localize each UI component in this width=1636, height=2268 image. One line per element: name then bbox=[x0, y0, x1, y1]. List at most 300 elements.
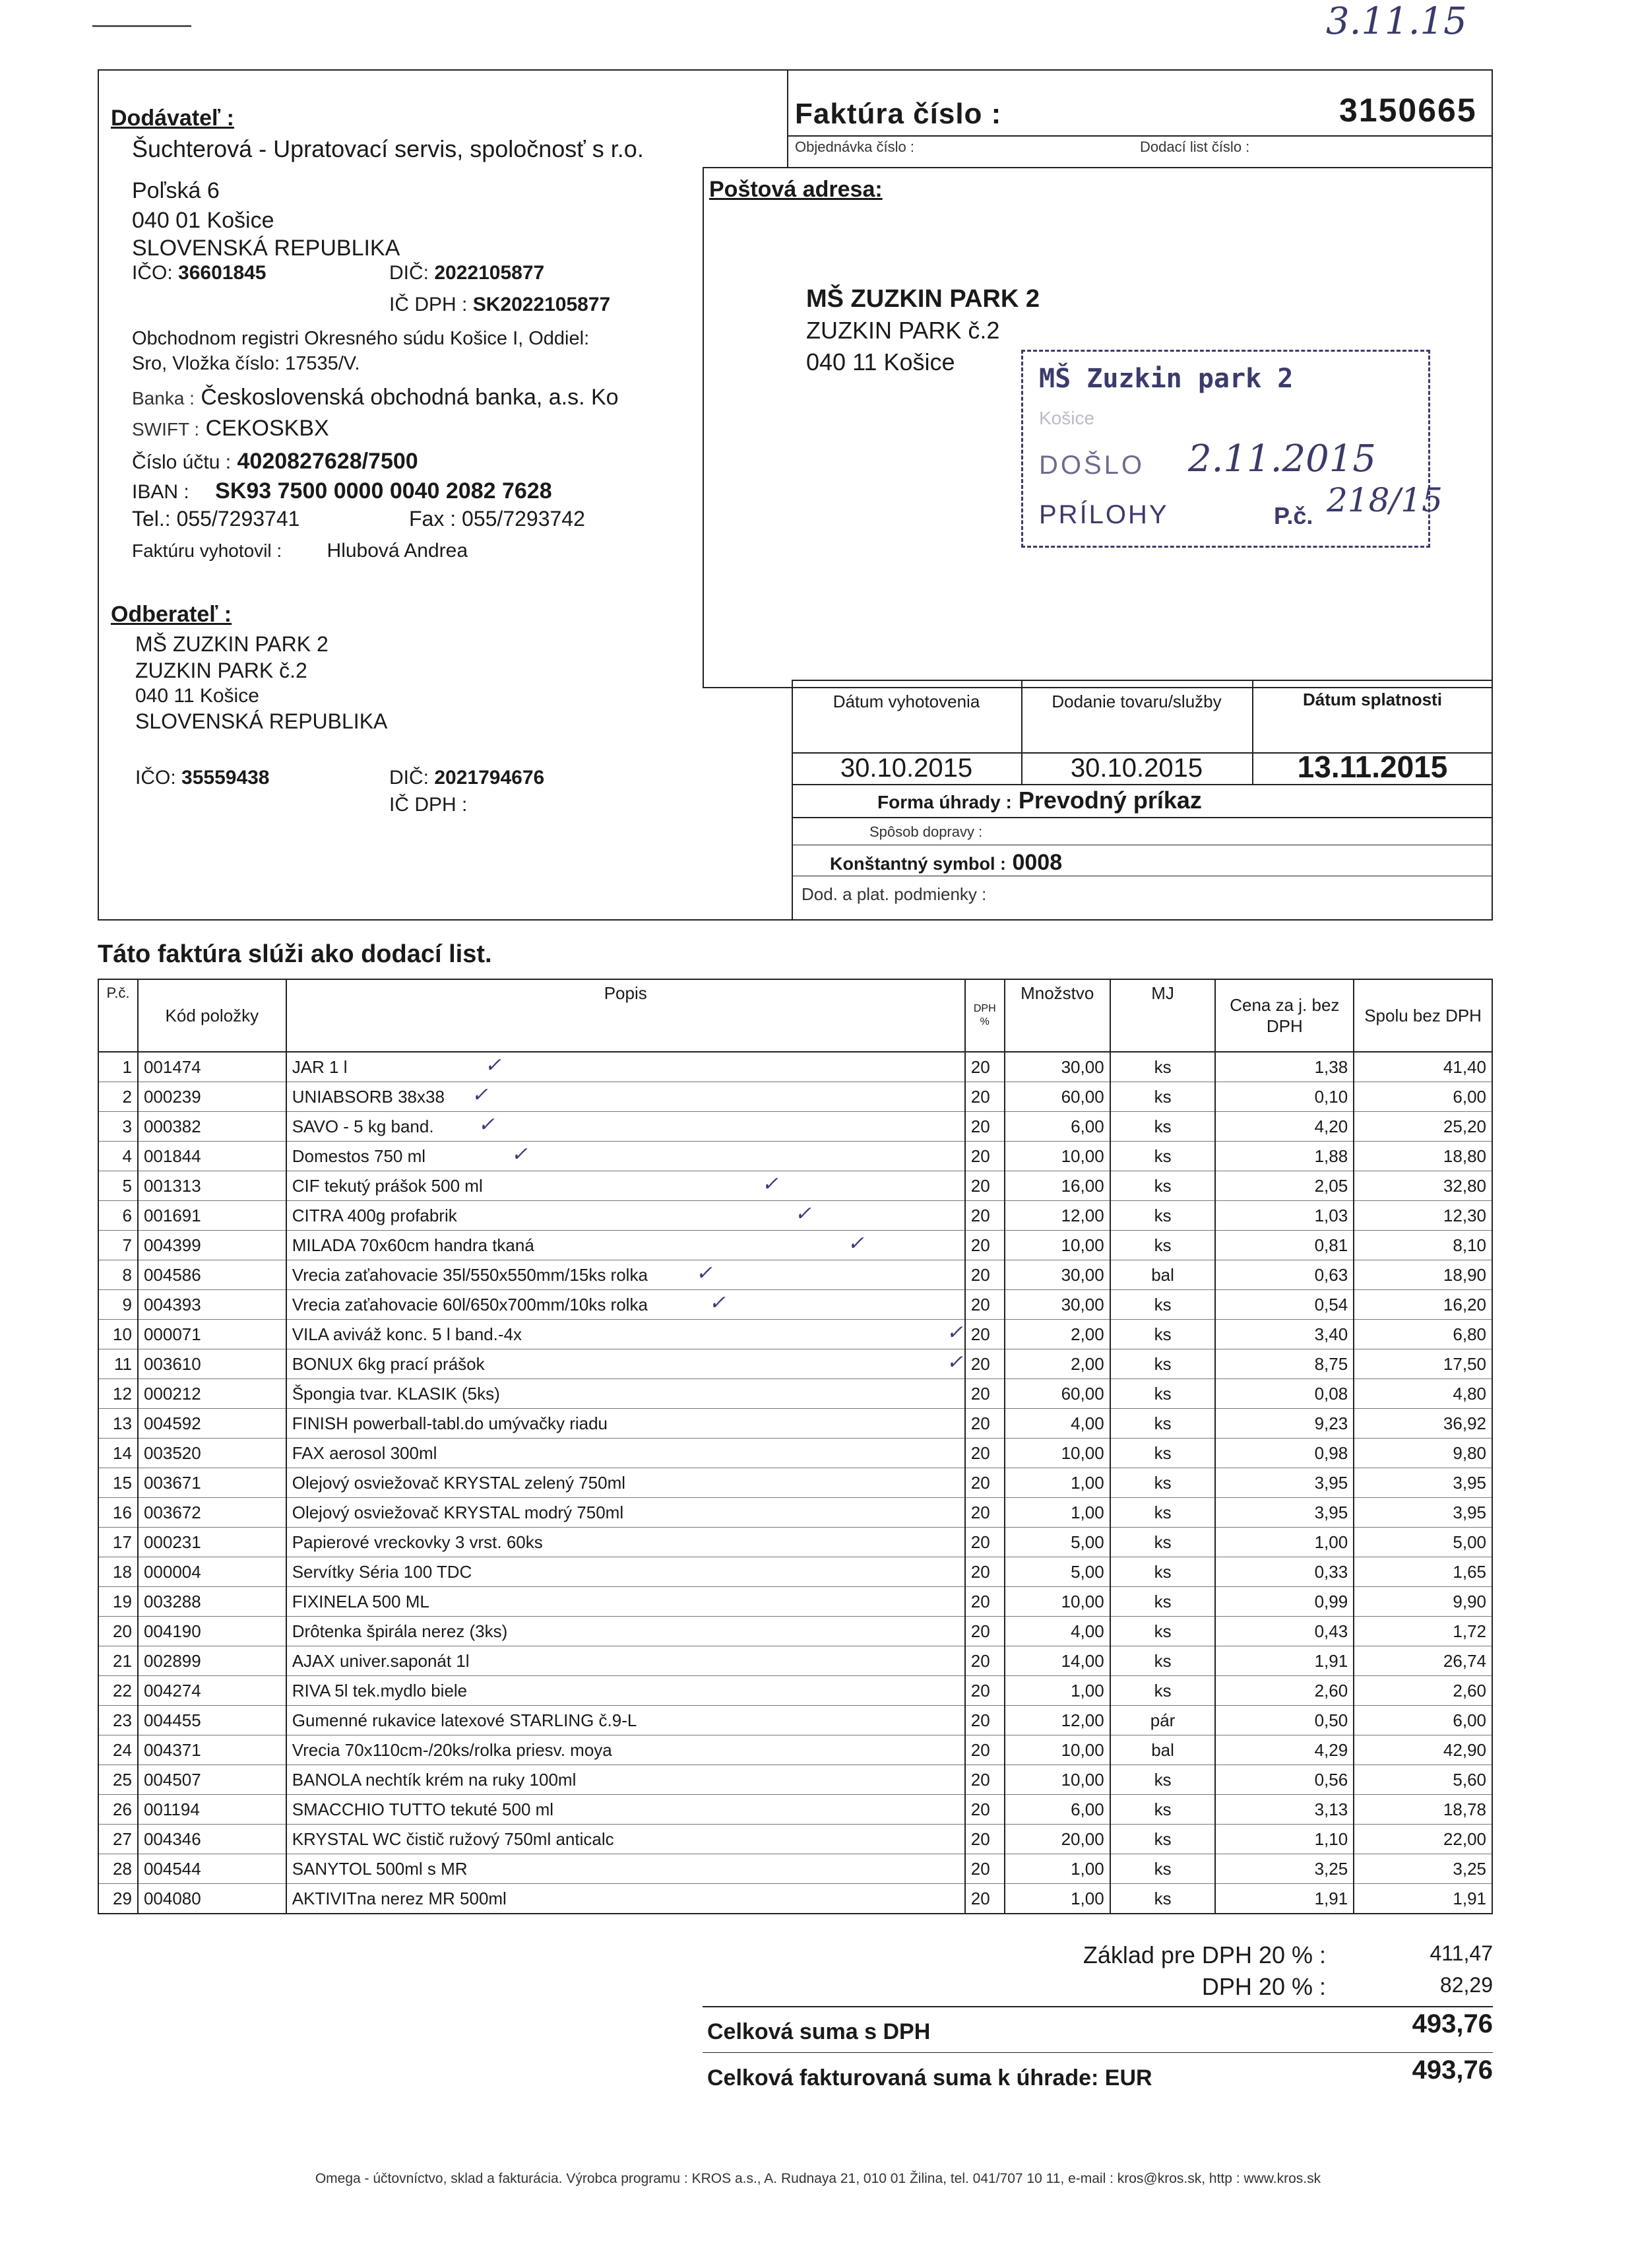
supplier-ico-label: IČO: bbox=[132, 262, 173, 284]
date-issued: 30.10.2015 bbox=[840, 754, 973, 783]
item-vat: 20 bbox=[965, 1825, 1005, 1854]
item-line-total: 18,78 bbox=[1354, 1795, 1492, 1825]
date-due: 13.11.2015 bbox=[1297, 750, 1448, 784]
item-number: 23 bbox=[98, 1706, 138, 1735]
item-unit-price: 1,88 bbox=[1215, 1142, 1354, 1171]
item-description: Servítky Séria 100 TDC bbox=[286, 1557, 965, 1587]
item-number: 15 bbox=[98, 1468, 138, 1498]
item-quantity: 10,00 bbox=[1005, 1765, 1110, 1795]
item-number: 19 bbox=[98, 1587, 138, 1617]
handwritten-date-note: 3.11.15 bbox=[1326, 0, 1467, 43]
totals-line-1 bbox=[703, 2006, 1493, 2007]
item-unit: ks bbox=[1110, 1320, 1216, 1349]
item-unit: ks bbox=[1110, 1112, 1216, 1142]
item-line-total: 5,60 bbox=[1354, 1765, 1492, 1795]
item-vat: 20 bbox=[965, 1706, 1005, 1735]
item-description: Papierové vreckovky 3 vrst. 60ks bbox=[286, 1528, 965, 1557]
stamp-line2: Košice bbox=[1039, 408, 1095, 428]
customer-icdph: IČ DPH : bbox=[389, 794, 468, 816]
item-number: 2 bbox=[98, 1082, 138, 1112]
date-issued-label: Dátum vyhotovenia bbox=[833, 692, 980, 711]
customer-name: MŠ ZUZKIN PARK 2 bbox=[135, 632, 329, 656]
item-unit-price: 3,25 bbox=[1215, 1854, 1354, 1884]
table-row bbox=[98, 1260, 1492, 1290]
supplier-bank bbox=[132, 385, 619, 410]
check-mark-icon: ✓ bbox=[761, 1173, 778, 1196]
supplier-tel-label: Tel.: bbox=[132, 507, 171, 531]
check-mark-icon: ✓ bbox=[471, 1084, 488, 1107]
item-number: 7 bbox=[98, 1231, 138, 1260]
vat-base-label: Základ pre DPH 20 % : bbox=[1083, 1941, 1326, 1968]
postal-city: 040 11 Košice bbox=[806, 348, 955, 375]
item-vat: 20 bbox=[965, 1617, 1005, 1646]
item-description: KRYSTAL WC čistič ružový 750ml anticalc bbox=[286, 1825, 965, 1854]
total-with-vat-label: Celková suma s DPH bbox=[707, 2019, 931, 2044]
item-code: 004507 bbox=[138, 1765, 286, 1795]
check-mark-icon: ✓ bbox=[708, 1291, 726, 1314]
item-vat: 20 bbox=[965, 1349, 1005, 1379]
supplier-icdph-label: IČ DPH : bbox=[389, 294, 468, 315]
item-vat: 20 bbox=[965, 1884, 1005, 1914]
item-quantity: 1,00 bbox=[1005, 1468, 1110, 1498]
item-code: 004592 bbox=[138, 1409, 286, 1439]
item-quantity: 1,00 bbox=[1005, 1498, 1110, 1528]
item-vat: 20 bbox=[965, 1171, 1005, 1201]
customer-dic-value: 2021794676 bbox=[434, 767, 545, 789]
item-quantity: 10,00 bbox=[1005, 1231, 1110, 1260]
item-unit: bal bbox=[1110, 1260, 1216, 1290]
supplier-bank-label: Banka : bbox=[132, 388, 195, 408]
invoice-number: 3150665 bbox=[1339, 92, 1477, 129]
table-row bbox=[98, 1082, 1492, 1112]
items-header-row bbox=[98, 979, 1492, 1052]
item-description: Olejový osviežovač KRYSTAL modrý 750ml bbox=[286, 1498, 965, 1528]
item-quantity: 2,00 bbox=[1005, 1349, 1110, 1379]
table-row bbox=[98, 1112, 1492, 1142]
item-description: SAVO - 5 kg band. ✓ bbox=[286, 1112, 965, 1142]
supplier-tel bbox=[132, 507, 299, 531]
item-description: CITRA 400g profabrik ✓ bbox=[286, 1201, 965, 1231]
item-unit-price: 1,00 bbox=[1215, 1528, 1354, 1557]
item-code: 004080 bbox=[138, 1884, 286, 1914]
item-description: Olejový osviežovač KRYSTAL zelený 750ml bbox=[286, 1468, 965, 1498]
item-number: 16 bbox=[98, 1498, 138, 1528]
stamp-dosle-label: DOŠLO bbox=[1039, 451, 1145, 480]
item-code: 004346 bbox=[138, 1825, 286, 1854]
item-vat: 20 bbox=[965, 1260, 1005, 1290]
supplier-account bbox=[132, 449, 418, 474]
table-row bbox=[98, 1290, 1492, 1320]
item-number: 21 bbox=[98, 1646, 138, 1676]
item-description: Domestos 750 ml ✓ bbox=[286, 1142, 965, 1171]
item-line-total: 3,25 bbox=[1354, 1854, 1492, 1884]
date-due-label: Dátum splatnosti bbox=[1303, 690, 1442, 709]
table-row bbox=[98, 1379, 1492, 1409]
item-quantity: 5,00 bbox=[1005, 1528, 1110, 1557]
item-vat: 20 bbox=[965, 1231, 1005, 1260]
item-code: 004393 bbox=[138, 1290, 286, 1320]
stamp-reg-label: P.č. bbox=[1274, 502, 1313, 529]
item-unit: ks bbox=[1110, 1795, 1216, 1825]
item-number: 3 bbox=[98, 1112, 138, 1142]
item-vat: 20 bbox=[965, 1557, 1005, 1587]
item-quantity: 20,00 bbox=[1005, 1825, 1110, 1854]
item-code: 004586 bbox=[138, 1260, 286, 1290]
item-vat: 20 bbox=[965, 1320, 1005, 1349]
item-unit: ks bbox=[1110, 1052, 1216, 1082]
item-description: FAX aerosol 300ml bbox=[286, 1439, 965, 1468]
item-description: MILADA 70x60cm handra tkaná ✓ bbox=[286, 1231, 965, 1260]
item-description: AJAX univer.saponát 1l bbox=[286, 1646, 965, 1676]
item-unit: ks bbox=[1110, 1587, 1216, 1617]
supplier-bank-value: Československá obchodná banka, a.s. Ko bbox=[201, 385, 619, 410]
item-unit-price: 8,75 bbox=[1215, 1349, 1354, 1379]
item-unit-price: 1,38 bbox=[1215, 1052, 1354, 1082]
item-description: Vrecia zaťahovacie 60l/650x700mm/10ks rolka ✓ bbox=[286, 1290, 965, 1320]
item-unit: ks bbox=[1110, 1201, 1216, 1231]
postal-heading: Poštová adresa: bbox=[709, 177, 883, 202]
table-row bbox=[98, 1171, 1492, 1201]
item-number: 17 bbox=[98, 1528, 138, 1557]
supplier-iban-value: SK93 7500 0000 0040 2082 7628 bbox=[215, 478, 552, 503]
supplier-icdph bbox=[389, 294, 610, 316]
constant-symbol bbox=[830, 850, 1062, 876]
stamp-dosle-date: 2.11.2015 bbox=[1188, 437, 1377, 480]
supplier-account-label: Číslo účtu : bbox=[132, 451, 232, 473]
item-quantity: 1,00 bbox=[1005, 1854, 1110, 1884]
item-quantity: 16,00 bbox=[1005, 1171, 1110, 1201]
item-quantity: 10,00 bbox=[1005, 1439, 1110, 1468]
item-number: 9 bbox=[98, 1290, 138, 1320]
supplier-issued-by bbox=[132, 540, 468, 562]
item-code: 004190 bbox=[138, 1617, 286, 1646]
item-quantity: 4,00 bbox=[1005, 1617, 1110, 1646]
item-unit: ks bbox=[1110, 1082, 1216, 1112]
item-line-total: 25,20 bbox=[1354, 1112, 1492, 1142]
vat-label: DPH 20 % : bbox=[1201, 1973, 1326, 2000]
customer-street: ZUZKIN PARK č.2 bbox=[135, 659, 307, 682]
item-unit-price: 1,10 bbox=[1215, 1825, 1354, 1854]
table-row bbox=[98, 1884, 1492, 1914]
item-description: FIXINELA 500 ML bbox=[286, 1587, 965, 1617]
item-line-total: 6,00 bbox=[1354, 1082, 1492, 1112]
item-vat: 20 bbox=[965, 1528, 1005, 1557]
supplier-swift-value: CEKOSKBX bbox=[205, 416, 329, 441]
item-vat: 20 bbox=[965, 1082, 1005, 1112]
item-vat: 20 bbox=[965, 1142, 1005, 1171]
check-mark-icon: ✓ bbox=[946, 1351, 963, 1374]
table-row bbox=[98, 1439, 1492, 1468]
table-row bbox=[98, 1231, 1492, 1260]
item-quantity: 1,00 bbox=[1005, 1676, 1110, 1706]
invoice-title: Faktúra číslo : bbox=[795, 98, 1002, 130]
item-unit: ks bbox=[1110, 1439, 1216, 1468]
item-description: JAR 1 l ✓ bbox=[286, 1052, 965, 1082]
item-line-total: 36,92 bbox=[1354, 1409, 1492, 1439]
item-code: 000212 bbox=[138, 1379, 286, 1409]
item-quantity: 60,00 bbox=[1005, 1379, 1110, 1409]
check-mark-icon: ✓ bbox=[484, 1054, 501, 1077]
item-code: 001313 bbox=[138, 1171, 286, 1201]
item-unit-price: 2,60 bbox=[1215, 1676, 1354, 1706]
item-unit: ks bbox=[1110, 1825, 1216, 1854]
check-mark-icon: ✓ bbox=[946, 1321, 963, 1344]
constant-symbol-value: 0008 bbox=[1012, 850, 1063, 875]
item-description: Gumenné rukavice latexové STARLING č.9-L bbox=[286, 1706, 965, 1735]
item-unit: ks bbox=[1110, 1765, 1216, 1795]
item-description: Vrecia zaťahovacie 35l/550x550mm/15ks rolka ✓ bbox=[286, 1260, 965, 1290]
supplier-street: Poľská 6 bbox=[132, 178, 220, 203]
item-unit-price: 0,63 bbox=[1215, 1260, 1354, 1290]
table-row bbox=[98, 1528, 1492, 1557]
col-qty: Množstvo bbox=[1005, 979, 1110, 1052]
check-mark-icon: ✓ bbox=[511, 1143, 528, 1166]
supplier-fax-value: 055/7293742 bbox=[462, 507, 585, 531]
item-unit-price: 9,23 bbox=[1215, 1409, 1354, 1439]
item-vat: 20 bbox=[965, 1201, 1005, 1231]
check-mark-icon: ✓ bbox=[794, 1202, 811, 1225]
item-number: 10 bbox=[98, 1320, 138, 1349]
item-vat: 20 bbox=[965, 1290, 1005, 1320]
item-vat: 20 bbox=[965, 1854, 1005, 1884]
item-line-total: 32,80 bbox=[1354, 1171, 1492, 1201]
item-description: Drôtenka špirála nerez (3ks) bbox=[286, 1617, 965, 1646]
vat-value: 82,29 bbox=[1439, 1973, 1493, 1997]
supplier-registry-1: Obchodnom registri Okresného súdu Košice I, Oddiel: bbox=[132, 328, 590, 349]
item-line-total: 1,91 bbox=[1354, 1884, 1492, 1914]
col-price: Cena za j. bez DPH bbox=[1215, 979, 1354, 1052]
item-description: CIF tekutý prášok 500 ml ✓ bbox=[286, 1171, 965, 1201]
item-code: 004371 bbox=[138, 1735, 286, 1765]
item-unit-price: 0,99 bbox=[1215, 1587, 1354, 1617]
item-unit: ks bbox=[1110, 1646, 1216, 1676]
table-row bbox=[98, 1765, 1492, 1795]
item-number: 20 bbox=[98, 1617, 138, 1646]
customer-dic-label: DIČ: bbox=[389, 767, 429, 789]
supplier-account-value: 4020827628/7500 bbox=[237, 449, 418, 474]
item-quantity: 14,00 bbox=[1005, 1646, 1110, 1676]
item-quantity: 60,00 bbox=[1005, 1082, 1110, 1112]
item-quantity: 10,00 bbox=[1005, 1142, 1110, 1171]
item-unit-price: 0,50 bbox=[1215, 1706, 1354, 1735]
item-quantity: 6,00 bbox=[1005, 1112, 1110, 1142]
supplier-swift bbox=[132, 416, 329, 441]
stamp-line1: MŠ Zuzkin park 2 bbox=[1039, 364, 1294, 394]
item-unit: ks bbox=[1110, 1676, 1216, 1706]
payment-left-border bbox=[792, 785, 793, 921]
item-line-total: 5,00 bbox=[1354, 1528, 1492, 1557]
col-code: Kód položky bbox=[138, 979, 286, 1052]
supplier-ico-value: 36601845 bbox=[178, 262, 267, 284]
item-description: SMACCHIO TUTTO tekuté 500 ml bbox=[286, 1795, 965, 1825]
supplier-issued-by-label: Faktúru vyhotovil : bbox=[132, 540, 282, 561]
item-vat: 20 bbox=[965, 1498, 1005, 1528]
supplier-dic-value: 2022105877 bbox=[434, 262, 545, 284]
item-code: 003520 bbox=[138, 1439, 286, 1468]
item-line-total: 18,80 bbox=[1354, 1142, 1492, 1171]
supplier-heading: Dodávateľ : bbox=[111, 106, 234, 131]
item-vat: 20 bbox=[965, 1468, 1005, 1498]
total-with-vat-value: 493,76 bbox=[1412, 2009, 1493, 2038]
col-desc: Popis bbox=[286, 979, 965, 1052]
item-code: 001691 bbox=[138, 1201, 286, 1231]
table-row bbox=[98, 1617, 1492, 1646]
item-quantity: 5,00 bbox=[1005, 1557, 1110, 1587]
item-code: 004455 bbox=[138, 1706, 286, 1735]
postal-street: ZUZKIN PARK č.2 bbox=[806, 317, 1000, 344]
supplier-dic-label: DIČ: bbox=[389, 262, 429, 284]
item-description: RIVA 5l tek.mydlo biele bbox=[286, 1676, 965, 1706]
table-row bbox=[98, 1468, 1492, 1498]
table-row bbox=[98, 1320, 1492, 1349]
vat-base-value: 411,47 bbox=[1430, 1941, 1493, 1965]
customer-country: SLOVENSKÁ REPUBLIKA bbox=[135, 709, 388, 733]
item-quantity: 2,00 bbox=[1005, 1320, 1110, 1349]
supplier-iban bbox=[132, 478, 552, 504]
table-row bbox=[98, 1201, 1492, 1231]
payment-form bbox=[877, 787, 1202, 814]
item-line-total: 18,90 bbox=[1354, 1260, 1492, 1290]
item-line-total: 3,95 bbox=[1354, 1498, 1492, 1528]
item-quantity: 30,00 bbox=[1005, 1052, 1110, 1082]
totals-line-2 bbox=[703, 2052, 1493, 2053]
customer-heading: Odberateľ : bbox=[111, 602, 232, 627]
payment-line-1 bbox=[792, 817, 1493, 818]
item-number: 6 bbox=[98, 1201, 138, 1231]
delivery-note-statement: Táto faktúra slúži ako dodací list. bbox=[98, 940, 492, 968]
table-row bbox=[98, 1498, 1492, 1528]
item-number: 12 bbox=[98, 1379, 138, 1409]
item-description: Špongia tvar. KLASIK (5ks) bbox=[286, 1379, 965, 1409]
date-delivery-label: Dodanie tovaru/služby bbox=[1052, 692, 1222, 711]
item-vat: 20 bbox=[965, 1795, 1005, 1825]
supplier-icdph-value: SK2022105877 bbox=[472, 294, 611, 315]
item-line-total: 9,90 bbox=[1354, 1587, 1492, 1617]
item-number: 13 bbox=[98, 1409, 138, 1439]
supplier-fax bbox=[409, 507, 585, 531]
customer-dic bbox=[389, 767, 544, 789]
item-code: 003672 bbox=[138, 1498, 286, 1528]
supplier-name: Šuchterová - Upratovací servis, spoločnosť s r.o. bbox=[132, 135, 644, 162]
item-unit-price: 1,91 bbox=[1215, 1884, 1354, 1914]
item-unit-price: 0,54 bbox=[1215, 1290, 1354, 1320]
item-code: 000239 bbox=[138, 1082, 286, 1112]
item-code: 000071 bbox=[138, 1320, 286, 1349]
item-quantity: 4,00 bbox=[1005, 1409, 1110, 1439]
item-unit: ks bbox=[1110, 1498, 1216, 1528]
item-quantity: 6,00 bbox=[1005, 1795, 1110, 1825]
customer-ico-value: 35559438 bbox=[181, 767, 270, 789]
item-code: 003288 bbox=[138, 1587, 286, 1617]
item-line-total: 6,80 bbox=[1354, 1320, 1492, 1349]
item-unit-price: 4,29 bbox=[1215, 1735, 1354, 1765]
table-row bbox=[98, 1854, 1492, 1884]
table-row bbox=[98, 1676, 1492, 1706]
order-number-label: Objednávka číslo : bbox=[795, 139, 914, 155]
table-row bbox=[98, 1646, 1492, 1676]
item-number: 22 bbox=[98, 1676, 138, 1706]
item-vat: 20 bbox=[965, 1587, 1005, 1617]
table-row bbox=[98, 1142, 1492, 1171]
item-unit: ks bbox=[1110, 1379, 1216, 1409]
invoice-title-underline bbox=[787, 135, 1493, 137]
item-code: 004274 bbox=[138, 1676, 286, 1706]
table-row bbox=[98, 1825, 1492, 1854]
item-code: 003610 bbox=[138, 1349, 286, 1379]
item-description: Vrecia 70x110cm-/20ks/rolka priesv. moya bbox=[286, 1735, 965, 1765]
item-unit-price: 1,91 bbox=[1215, 1646, 1354, 1676]
item-line-total: 42,90 bbox=[1354, 1735, 1492, 1765]
item-line-total: 3,95 bbox=[1354, 1468, 1492, 1498]
supplier-country: SLOVENSKÁ REPUBLIKA bbox=[132, 236, 400, 261]
item-code: 000004 bbox=[138, 1557, 286, 1587]
item-description: UNIABSORB 38x38 ✓ bbox=[286, 1082, 965, 1112]
item-vat: 20 bbox=[965, 1439, 1005, 1468]
item-description: VILA aviváž konc. 5 l band.-4x ✓ bbox=[286, 1320, 965, 1349]
item-unit-price: 0,81 bbox=[1215, 1231, 1354, 1260]
item-unit: ks bbox=[1110, 1557, 1216, 1587]
item-number: 27 bbox=[98, 1825, 138, 1854]
item-number: 5 bbox=[98, 1171, 138, 1201]
item-quantity: 10,00 bbox=[1005, 1587, 1110, 1617]
item-line-total: 26,74 bbox=[1354, 1646, 1492, 1676]
item-code: 003671 bbox=[138, 1468, 286, 1498]
item-quantity: 30,00 bbox=[1005, 1290, 1110, 1320]
item-description: SANYTOL 500ml s MR bbox=[286, 1854, 965, 1884]
col-pc: P.č. bbox=[98, 979, 138, 1052]
item-unit-price: 3,95 bbox=[1215, 1498, 1354, 1528]
item-code: 001194 bbox=[138, 1795, 286, 1825]
item-number: 1 bbox=[98, 1052, 138, 1082]
item-description: BANOLA nechtík krém na ruky 100ml bbox=[286, 1765, 965, 1795]
item-vat: 20 bbox=[965, 1646, 1005, 1676]
item-quantity: 12,00 bbox=[1005, 1201, 1110, 1231]
item-line-total: 16,20 bbox=[1354, 1290, 1492, 1320]
item-line-total: 22,00 bbox=[1354, 1825, 1492, 1854]
item-unit-price: 3,40 bbox=[1215, 1320, 1354, 1349]
items-body bbox=[98, 1052, 1492, 1914]
col-vat: DPH % bbox=[965, 979, 1005, 1052]
item-quantity: 10,00 bbox=[1005, 1735, 1110, 1765]
item-number: 24 bbox=[98, 1735, 138, 1765]
item-unit-price: 0,33 bbox=[1215, 1557, 1354, 1587]
item-unit: ks bbox=[1110, 1884, 1216, 1914]
item-code: 001844 bbox=[138, 1142, 286, 1171]
supplier-fax-label: Fax : bbox=[409, 507, 456, 531]
table-row bbox=[98, 1735, 1492, 1765]
item-unit: ks bbox=[1110, 1617, 1216, 1646]
terms-label: Dod. a plat. podmienky : bbox=[802, 884, 987, 904]
item-vat: 20 bbox=[965, 1735, 1005, 1765]
item-unit: pár bbox=[1110, 1706, 1216, 1735]
postal-name: MŠ ZUZKIN PARK 2 bbox=[806, 285, 1040, 313]
table-row bbox=[98, 1795, 1492, 1825]
customer-city: 040 11 Košice bbox=[135, 685, 259, 707]
check-mark-icon: ✓ bbox=[847, 1232, 864, 1255]
item-vat: 20 bbox=[965, 1379, 1005, 1409]
item-line-total: 17,50 bbox=[1354, 1349, 1492, 1379]
software-footer: Omega - účtovníctvo, sklad a fakturácia. Výrobca programu : KROS a.s., A. Rudnaya 21, 010 01 Žilina, tel. 041/707 10 11, e-mail : kros@kros.sk, http : www.kros.sk bbox=[315, 2171, 1321, 2186]
col-total: Spolu bez DPH bbox=[1354, 979, 1492, 1052]
item-code: 001474 bbox=[138, 1052, 286, 1082]
stamp-prilohy-label: PRÍLOHY bbox=[1039, 500, 1169, 529]
item-unit: ks bbox=[1110, 1468, 1216, 1498]
item-unit-price: 0,98 bbox=[1215, 1439, 1354, 1468]
item-line-total: 41,40 bbox=[1354, 1052, 1492, 1082]
item-unit-price: 0,08 bbox=[1215, 1379, 1354, 1409]
item-quantity: 12,00 bbox=[1005, 1706, 1110, 1735]
item-unit: bal bbox=[1110, 1735, 1216, 1765]
